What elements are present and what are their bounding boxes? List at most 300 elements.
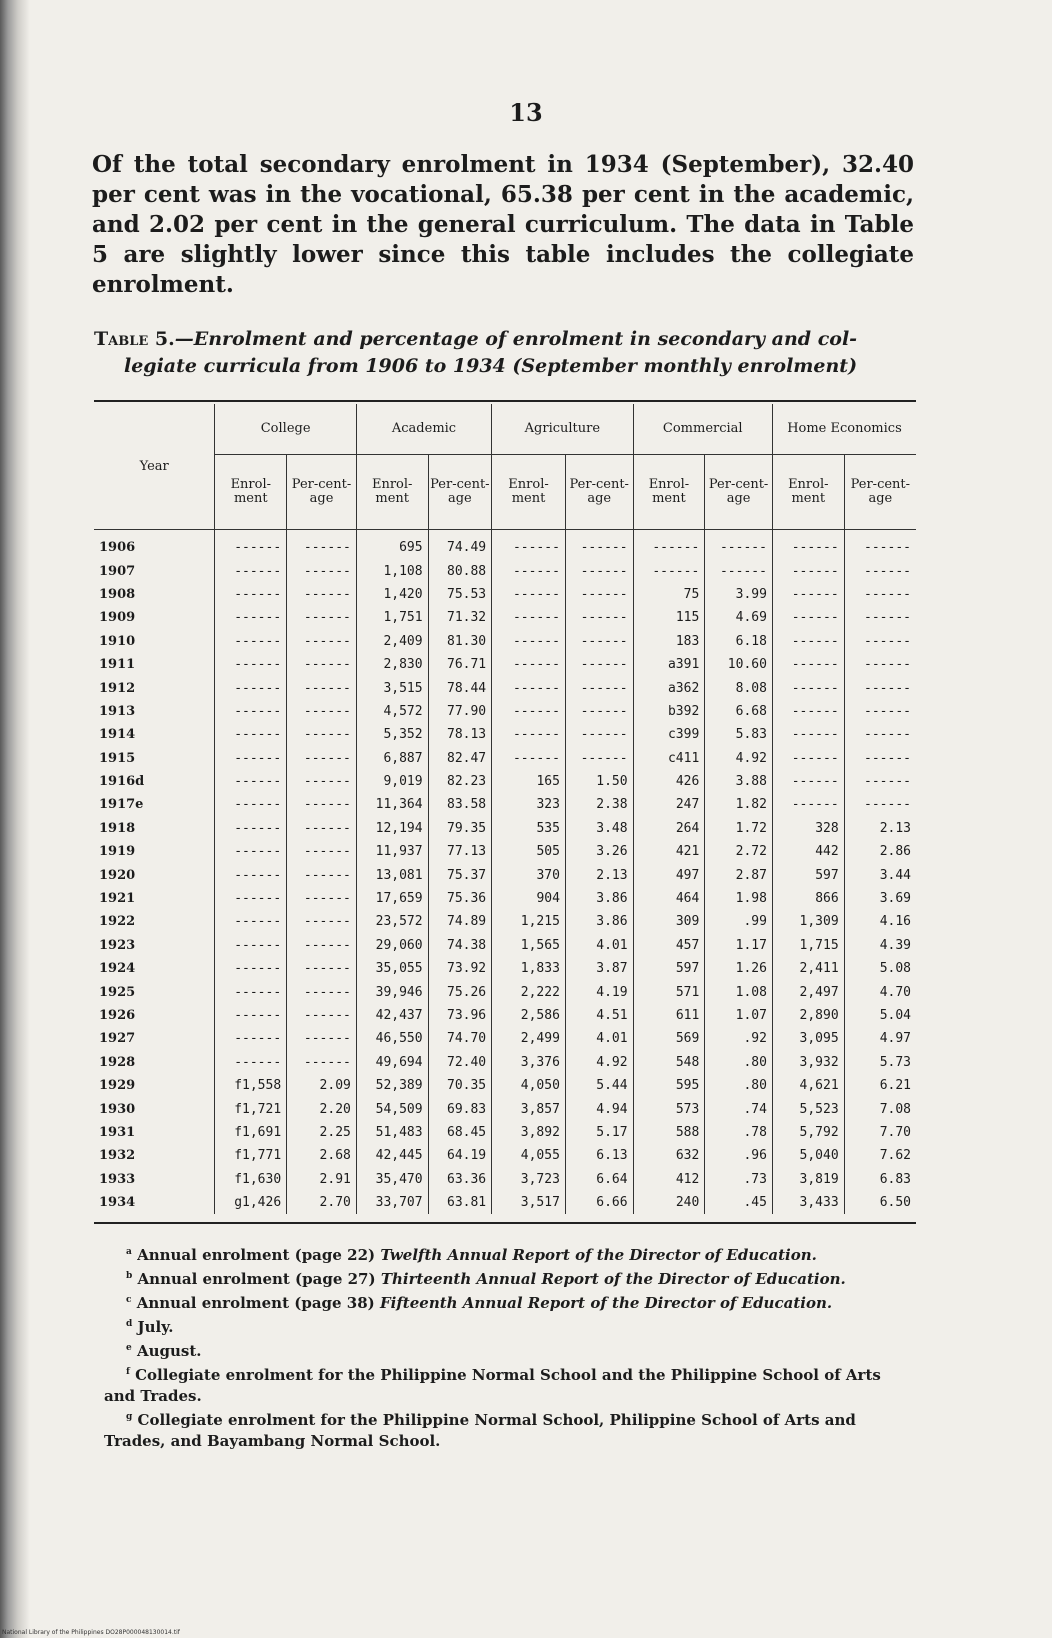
footnote-report-title: Twelfth Annual Report of the Director of Education. [380, 1246, 817, 1264]
footnote-text: July. [137, 1318, 174, 1336]
commercial-percentage-cell: ------ [705, 559, 773, 582]
academic-percentage-cell: 83.58 [428, 793, 492, 816]
academic-percentage-cell: 74.89 [428, 910, 492, 933]
table-row [94, 583, 916, 606]
year-cell: 1930 [94, 1097, 215, 1120]
college-enrolment-cell: ------ [215, 1027, 287, 1050]
year-cell: 1906 [94, 530, 215, 560]
home-economics-percentage-cell: 3.44 [879, 867, 911, 883]
agriculture-percentage-cell: 3.26 [565, 840, 633, 863]
commercial-percentage-cell: 1.08 [705, 980, 773, 1003]
commercial-enrolment-cell: 309 [633, 910, 705, 933]
year-cell: 1931 [94, 1121, 215, 1144]
footnote [104, 1242, 916, 1266]
agriculture-enrolment-cell: ------ [492, 676, 566, 699]
year-cell: 1934 [94, 1191, 215, 1214]
academic-percentage-cell: 74.49 [428, 530, 492, 560]
commercial-enrolment-cell: 464 [633, 887, 705, 910]
college-percentage-cell: ------ [287, 630, 357, 653]
commercial-enrolment-cell: 421 [633, 840, 705, 863]
footnote-text: Collegiate enrolment for the Philippine Normal School, Philippine School of Arts and Trades, and Bayambang Normal School. [104, 1411, 856, 1450]
table-row [94, 530, 916, 560]
home-economics-enrolment-cell: ------ [772, 770, 844, 793]
home-economics-enrolment-cell: 866 [772, 887, 844, 910]
table-row [94, 1004, 916, 1027]
commercial-enrolment-cell: 115 [633, 606, 705, 629]
academic-enrolment-cell: 1,751 [356, 606, 428, 629]
agriculture-enrolment-cell: 370 [492, 863, 566, 886]
home-economics-percentage-cell: 4.39 [879, 937, 911, 953]
agriculture-enrolment-cell: ------ [492, 653, 566, 676]
agriculture-percentage-cell: 3.87 [565, 957, 633, 980]
agriculture-enrolment-cell: 535 [492, 817, 566, 840]
commercial-enrolment-cell: 573 [633, 1097, 705, 1120]
home-economics-enrolment-cell: 3,095 [772, 1027, 844, 1050]
academic-enrolment-cell: 29,060 [356, 934, 428, 957]
footnote-mark: d [126, 1319, 133, 1329]
college-enrolment-cell: ------ [215, 840, 287, 863]
academic-percentage-cell: 63.36 [428, 1168, 492, 1191]
academic-enrolment-cell: 695 [356, 530, 428, 560]
academic-percentage-cell: 80.88 [428, 559, 492, 582]
agriculture-percentage-cell: ------ [565, 606, 633, 629]
scan-stamp: National Library of the Philippines DO28P000048130014.tif [2, 1629, 180, 1636]
college-enrolment-cell: f1,721 [215, 1097, 287, 1120]
group-header-academic: Academic [356, 404, 491, 455]
year-cell: 1912 [94, 676, 215, 699]
college-percentage-cell: ------ [287, 1051, 357, 1074]
academic-enrolment-cell: 11,937 [356, 840, 428, 863]
home-economics-enrolment-cell: 3,819 [772, 1168, 844, 1191]
home-economics-percentage-cell: ------ [864, 797, 911, 813]
academic-percentage-cell: 75.37 [428, 863, 492, 886]
commercial-percentage-cell: 1.26 [705, 957, 773, 980]
home-economics-enrolment-cell: 1,715 [772, 934, 844, 957]
agriculture-enrolment-cell: 1,833 [492, 957, 566, 980]
agriculture-enrolment-cell: 505 [492, 840, 566, 863]
table-caption-paren: (September monthly enrolment) [512, 355, 858, 377]
academic-percentage-cell: 68.45 [428, 1121, 492, 1144]
academic-percentage-cell: 74.38 [428, 934, 492, 957]
agriculture-percentage-cell: ------ [565, 723, 633, 746]
commercial-percentage-cell: 8.08 [705, 676, 773, 699]
academic-enrolment-cell: 5,352 [356, 723, 428, 746]
table-row [94, 1051, 916, 1074]
agriculture-percentage-cell: 6.64 [565, 1168, 633, 1191]
academic-percentage-cell: 73.96 [428, 1004, 492, 1027]
home-economics-enrolment-cell: 328 [772, 817, 844, 840]
home-economics-enrolment-cell: ------ [772, 747, 844, 770]
footnote-mark: c [126, 1295, 132, 1305]
table-row [94, 1074, 916, 1097]
agriculture-enrolment-cell: 3,376 [492, 1051, 566, 1074]
year-cell: 1928 [94, 1051, 215, 1074]
table-row [94, 653, 916, 676]
commercial-percentage-cell: .80 [705, 1074, 773, 1097]
commercial-percentage-cell: 10.60 [705, 653, 773, 676]
academic-enrolment-cell: 49,694 [356, 1051, 428, 1074]
table-row [94, 793, 916, 816]
table-row [94, 910, 916, 933]
column-header-percentage: Per-cent-age [850, 477, 911, 506]
column-header-enrolment: Enrol-ment [772, 455, 844, 530]
table-row [94, 980, 916, 1003]
agriculture-enrolment-cell: 904 [492, 887, 566, 910]
commercial-percentage-cell: 5.83 [705, 723, 773, 746]
table-row [94, 1121, 916, 1144]
commercial-enrolment-cell: 247 [633, 793, 705, 816]
home-economics-percentage-cell: 4.16 [879, 914, 911, 930]
footnote-text: Annual enrolment (page 38) [136, 1294, 380, 1312]
year-cell: 1907 [94, 559, 215, 582]
college-enrolment-cell: ------ [215, 863, 287, 886]
home-economics-percentage-cell: ------ [864, 563, 911, 579]
table-row [94, 1144, 916, 1167]
home-economics-percentage-cell: 5.04 [879, 1008, 911, 1023]
home-economics-percentage-cell: 2.13 [879, 820, 911, 836]
commercial-percentage-cell: 4.92 [705, 747, 773, 770]
commercial-percentage-cell: .78 [705, 1121, 773, 1144]
agriculture-enrolment-cell: 3,517 [492, 1191, 566, 1214]
commercial-percentage-cell: 4.69 [705, 606, 773, 629]
commercial-percentage-cell: 1.72 [705, 817, 773, 840]
agriculture-enrolment-cell: 3,723 [492, 1168, 566, 1191]
commercial-percentage-cell: .99 [705, 910, 773, 933]
footnote [104, 1362, 916, 1407]
table-row [94, 747, 916, 770]
academic-enrolment-cell: 2,830 [356, 653, 428, 676]
commercial-percentage-cell: 6.68 [705, 700, 773, 723]
academic-enrolment-cell: 1,420 [356, 583, 428, 606]
agriculture-percentage-cell: 4.01 [565, 934, 633, 957]
table-caption-text-1: —Enrolment and percentage of enrolment in secondary and col- [174, 328, 858, 350]
home-economics-percentage-cell: 7.08 [879, 1101, 911, 1117]
home-economics-enrolment-cell: 4,621 [772, 1074, 844, 1097]
table-bottom-rule [94, 1222, 916, 1224]
college-percentage-cell: ------ [287, 980, 357, 1003]
academic-enrolment-cell: 39,946 [356, 980, 428, 1003]
table-row [94, 817, 916, 840]
commercial-enrolment-cell: a362 [633, 676, 705, 699]
home-economics-enrolment-cell: 3,932 [772, 1051, 844, 1074]
agriculture-enrolment-cell: 1,565 [492, 934, 566, 957]
agriculture-percentage-cell: 4.92 [565, 1051, 633, 1074]
commercial-percentage-cell: 3.88 [705, 770, 773, 793]
academic-percentage-cell: 82.47 [428, 747, 492, 770]
agriculture-percentage-cell: 4.19 [565, 980, 633, 1003]
home-economics-percentage-cell: ------ [864, 774, 911, 790]
college-enrolment-cell: f1,771 [215, 1144, 287, 1167]
group-header-college: College [215, 404, 356, 455]
academic-enrolment-cell: 1,108 [356, 559, 428, 582]
year-cell: 1917e [94, 793, 215, 816]
footnote-text: Annual enrolment (page 22) [137, 1246, 381, 1264]
enrolment-table [94, 404, 916, 1214]
commercial-enrolment-cell: c399 [633, 723, 705, 746]
academic-percentage-cell: 71.32 [428, 606, 492, 629]
academic-enrolment-cell: 9,019 [356, 770, 428, 793]
commercial-percentage-cell: 6.18 [705, 630, 773, 653]
home-economics-percentage-cell: ------ [864, 657, 911, 673]
group-header-commercial: Commercial [633, 404, 772, 455]
academic-enrolment-cell: 17,659 [356, 887, 428, 910]
agriculture-enrolment-cell: 2,586 [492, 1004, 566, 1027]
academic-percentage-cell: 75.53 [428, 583, 492, 606]
year-cell: 1926 [94, 1004, 215, 1027]
academic-percentage-cell: 82.23 [428, 770, 492, 793]
agriculture-percentage-cell: ------ [565, 700, 633, 723]
column-header-enrolment: Enrol-ment [356, 455, 428, 530]
college-enrolment-cell: ------ [215, 957, 287, 980]
commercial-enrolment-cell: 75 [633, 583, 705, 606]
footnote-text: Annual enrolment (page 27) [137, 1270, 381, 1288]
college-percentage-cell: ------ [287, 770, 357, 793]
table-row [94, 700, 916, 723]
table-row [94, 1027, 916, 1050]
year-cell: 1927 [94, 1027, 215, 1050]
academic-percentage-cell: 64.19 [428, 1144, 492, 1167]
college-percentage-cell: 2.20 [287, 1097, 357, 1120]
home-economics-percentage-cell: 6.21 [879, 1078, 911, 1094]
page-number: 13 [509, 98, 543, 127]
college-enrolment-cell: ------ [215, 817, 287, 840]
commercial-enrolment-cell: 412 [633, 1168, 705, 1191]
academic-percentage-cell: 76.71 [428, 653, 492, 676]
year-cell: 1925 [94, 980, 215, 1003]
home-economics-enrolment-cell: ------ [772, 676, 844, 699]
college-enrolment-cell: ------ [215, 793, 287, 816]
column-header-percentage: Per-cent-age [705, 455, 773, 530]
agriculture-percentage-cell: ------ [565, 630, 633, 653]
academic-enrolment-cell: 35,470 [356, 1168, 428, 1191]
agriculture-percentage-cell: ------ [565, 747, 633, 770]
footnote-mark: g [126, 1412, 133, 1422]
commercial-enrolment-cell: b392 [633, 700, 705, 723]
year-cell: 1921 [94, 887, 215, 910]
home-economics-percentage-cell: 6.83 [879, 1171, 911, 1187]
agriculture-percentage-cell: ------ [565, 676, 633, 699]
agriculture-enrolment-cell: ------ [492, 606, 566, 629]
home-economics-percentage-cell: 5.73 [879, 1054, 911, 1070]
academic-percentage-cell: 75.36 [428, 887, 492, 910]
college-enrolment-cell: ------ [215, 980, 287, 1003]
agriculture-percentage-cell: 4.51 [565, 1004, 633, 1027]
year-cell: 1920 [94, 863, 215, 886]
footnote [104, 1290, 916, 1314]
column-header-enrolment: Enrol-ment [633, 455, 705, 530]
college-percentage-cell: ------ [287, 1027, 357, 1050]
agriculture-enrolment-cell: ------ [492, 583, 566, 606]
college-percentage-cell: ------ [287, 840, 357, 863]
commercial-percentage-cell: .45 [705, 1191, 773, 1214]
home-economics-percentage-cell: ------ [864, 703, 911, 719]
home-economics-percentage-cell: 2.86 [879, 844, 911, 860]
college-percentage-cell: ------ [287, 957, 357, 980]
table-caption-text-2: legiate curricula from 1906 to 1934 [124, 355, 506, 377]
commercial-percentage-cell: .80 [705, 1051, 773, 1074]
table-row [94, 676, 916, 699]
college-enrolment-cell: ------ [215, 1004, 287, 1027]
table-top-rule [94, 400, 916, 402]
home-economics-enrolment-cell: 2,411 [772, 957, 844, 980]
academic-percentage-cell: 74.70 [428, 1027, 492, 1050]
college-percentage-cell: 2.70 [287, 1191, 357, 1214]
academic-enrolment-cell: 12,194 [356, 817, 428, 840]
footnote [104, 1338, 916, 1362]
agriculture-percentage-cell: ------ [565, 653, 633, 676]
agriculture-percentage-cell: 3.48 [565, 817, 633, 840]
commercial-enrolment-cell: 497 [633, 863, 705, 886]
academic-percentage-cell: 72.40 [428, 1051, 492, 1074]
agriculture-enrolment-cell: 1,215 [492, 910, 566, 933]
table-row [94, 723, 916, 746]
academic-enrolment-cell: 42,445 [356, 1144, 428, 1167]
commercial-percentage-cell: .92 [705, 1027, 773, 1050]
commercial-percentage-cell: ------ [705, 530, 773, 560]
table-row [94, 630, 916, 653]
home-economics-enrolment-cell: ------ [772, 559, 844, 582]
table-row [94, 770, 916, 793]
year-cell: 1929 [94, 1074, 215, 1097]
agriculture-percentage-cell: 2.13 [565, 863, 633, 886]
college-percentage-cell: ------ [287, 887, 357, 910]
commercial-percentage-cell: 1.07 [705, 1004, 773, 1027]
academic-enrolment-cell: 51,483 [356, 1121, 428, 1144]
commercial-percentage-cell: 1.98 [705, 887, 773, 910]
commercial-enrolment-cell: 632 [633, 1144, 705, 1167]
college-enrolment-cell: ------ [215, 770, 287, 793]
commercial-enrolment-cell: 611 [633, 1004, 705, 1027]
college-percentage-cell: ------ [287, 1004, 357, 1027]
home-economics-percentage-cell: 4.70 [879, 984, 911, 1000]
agriculture-percentage-cell: ------ [565, 559, 633, 582]
agriculture-percentage-cell: 2.38 [565, 793, 633, 816]
college-enrolment-cell: ------ [215, 606, 287, 629]
academic-enrolment-cell: 3,515 [356, 676, 428, 699]
college-percentage-cell: ------ [287, 583, 357, 606]
home-economics-enrolment-cell: 597 [772, 863, 844, 886]
home-economics-percentage-cell: 5.08 [879, 961, 911, 977]
commercial-percentage-cell: 3.99 [705, 583, 773, 606]
college-enrolment-cell: f1,691 [215, 1121, 287, 1144]
year-cell: 1918 [94, 817, 215, 840]
commercial-percentage-cell: 2.87 [705, 863, 773, 886]
agriculture-enrolment-cell: 3,892 [492, 1121, 566, 1144]
home-economics-enrolment-cell: ------ [772, 530, 844, 560]
group-header-agriculture: Agriculture [492, 404, 633, 455]
table-row [94, 887, 916, 910]
commercial-percentage-cell: 1.82 [705, 793, 773, 816]
home-economics-enrolment-cell: 5,792 [772, 1121, 844, 1144]
footnote-text: August. [136, 1342, 202, 1360]
home-economics-percentage-cell: ------ [864, 750, 911, 766]
footnote-mark: f [126, 1367, 130, 1377]
year-cell: 1932 [94, 1144, 215, 1167]
commercial-enrolment-cell: 183 [633, 630, 705, 653]
footnote-mark: e [126, 1343, 132, 1353]
column-header-percentage: Per-cent-age [287, 455, 357, 530]
agriculture-percentage-cell: ------ [565, 583, 633, 606]
commercial-enrolment-cell: c411 [633, 747, 705, 770]
college-enrolment-cell: ------ [215, 653, 287, 676]
home-economics-enrolment-cell: ------ [772, 583, 844, 606]
college-enrolment-cell: g1,426 [215, 1191, 287, 1214]
home-economics-enrolment-cell: 2,497 [772, 980, 844, 1003]
commercial-enrolment-cell: 426 [633, 770, 705, 793]
home-economics-percentage-cell: ------ [864, 633, 911, 649]
commercial-enrolment-cell: 264 [633, 817, 705, 840]
college-enrolment-cell: ------ [215, 1051, 287, 1074]
commercial-enrolment-cell: 240 [633, 1191, 705, 1214]
home-economics-enrolment-cell: ------ [772, 793, 844, 816]
footnote [104, 1266, 916, 1290]
home-economics-enrolment-cell: 1,309 [772, 910, 844, 933]
footnote-report-title: Thirteenth Annual Report of the Director of Education. [380, 1270, 846, 1288]
footnote-report-title: Fifteenth Annual Report of the Director of Education. [380, 1294, 833, 1312]
table-caption [94, 326, 916, 380]
college-percentage-cell: ------ [287, 723, 357, 746]
college-percentage-cell: ------ [287, 530, 357, 560]
year-cell: 1914 [94, 723, 215, 746]
home-economics-percentage-cell: ------ [864, 540, 911, 556]
academic-enrolment-cell: 54,509 [356, 1097, 428, 1120]
home-economics-percentage-cell: ------ [864, 610, 911, 626]
college-percentage-cell: ------ [287, 700, 357, 723]
academic-percentage-cell: 70.35 [428, 1074, 492, 1097]
college-enrolment-cell: ------ [215, 934, 287, 957]
commercial-enrolment-cell: 595 [633, 1074, 705, 1097]
table-caption-label: Table 5. [94, 328, 175, 350]
column-header-year: Year [94, 404, 215, 530]
table-row [94, 1097, 916, 1120]
year-cell: 1924 [94, 957, 215, 980]
year-cell: 1915 [94, 747, 215, 770]
table-row [94, 1191, 916, 1214]
agriculture-percentage-cell: 6.13 [565, 1144, 633, 1167]
home-economics-enrolment-cell: ------ [772, 653, 844, 676]
agriculture-enrolment-cell: 323 [492, 793, 566, 816]
book-binding-edge [0, 0, 30, 1638]
intro-paragraph: Of the total secondary enrolment in 1934 (September), 32.40 per cent was in the vocational, 65.38 per cent in the academic, and 2.02 per cent in the general curriculum. The data in Table 5 are slightly lower since this table includes the collegiate enrolment. [92, 151, 914, 298]
agriculture-enrolment-cell: 2,222 [492, 980, 566, 1003]
home-economics-enrolment-cell: ------ [772, 606, 844, 629]
table-row [94, 934, 916, 957]
home-economics-percentage-cell: 3.69 [879, 891, 911, 907]
agriculture-enrolment-cell: ------ [492, 747, 566, 770]
agriculture-enrolment-cell: ------ [492, 723, 566, 746]
agriculture-enrolment-cell: ------ [492, 700, 566, 723]
commercial-enrolment-cell: 571 [633, 980, 705, 1003]
home-economics-percentage-cell: ------ [864, 680, 911, 696]
table-row [94, 863, 916, 886]
agriculture-percentage-cell: 5.17 [565, 1121, 633, 1144]
commercial-percentage-cell: .74 [705, 1097, 773, 1120]
year-cell: 1923 [94, 934, 215, 957]
commercial-enrolment-cell: 569 [633, 1027, 705, 1050]
academic-enrolment-cell: 23,572 [356, 910, 428, 933]
year-cell: 1916d [94, 770, 215, 793]
commercial-enrolment-cell: 588 [633, 1121, 705, 1144]
academic-enrolment-cell: 35,055 [356, 957, 428, 980]
commercial-percentage-cell: .96 [705, 1144, 773, 1167]
agriculture-percentage-cell: 5.44 [565, 1074, 633, 1097]
home-economics-enrolment-cell: 5,040 [772, 1144, 844, 1167]
college-enrolment-cell: ------ [215, 887, 287, 910]
agriculture-enrolment-cell: ------ [492, 630, 566, 653]
home-economics-percentage-cell: 6.50 [879, 1195, 911, 1211]
table-row [94, 606, 916, 629]
college-enrolment-cell: ------ [215, 559, 287, 582]
